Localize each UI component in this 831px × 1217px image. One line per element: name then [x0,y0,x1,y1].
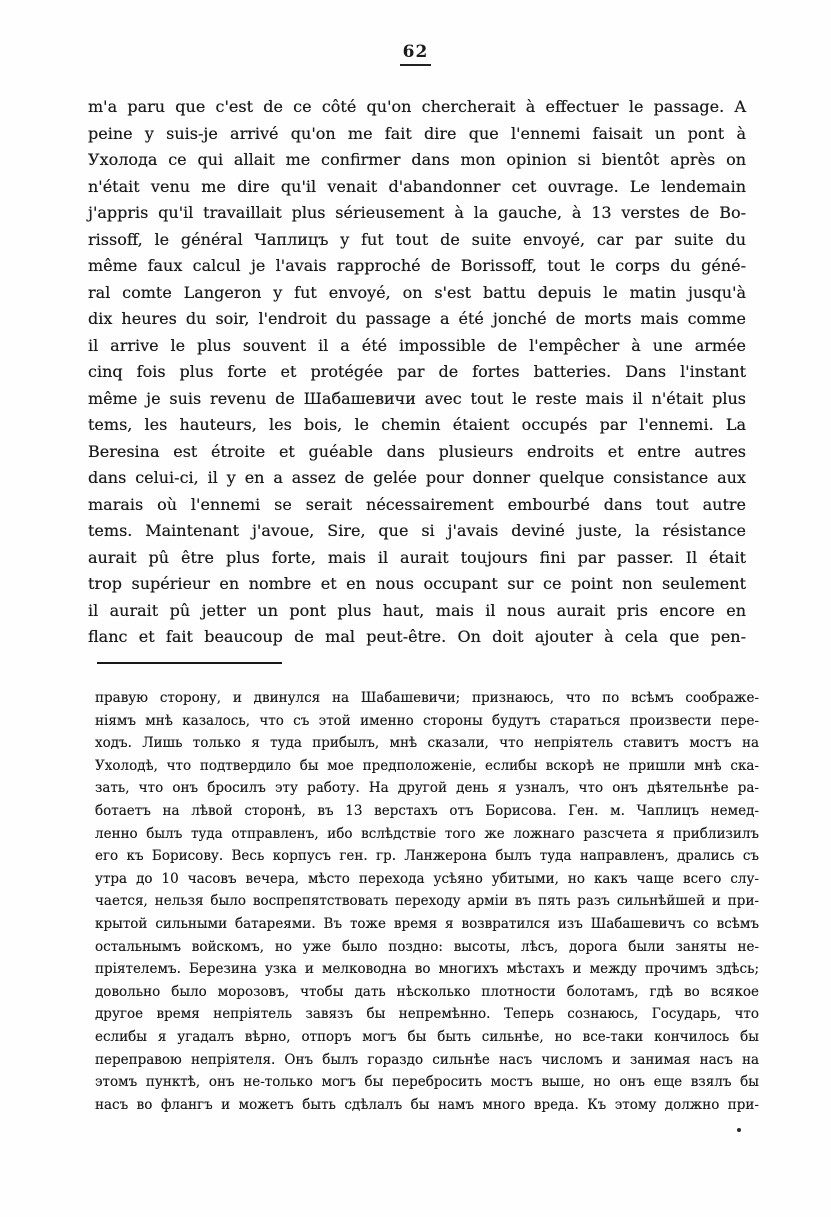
text-line: ral comte Langeron y fut envoyé, on s'est battu depuis le matin jusqu'à [88,282,746,302]
text-line: peine y suis-je arrivé qu'on me fait dire que l'ennemi faisait un pont à [88,123,746,143]
text-line: dans celui-ci, il y en a assez de gelée pour donner quelque consistance aux [88,468,746,487]
text-line: tems. Maintenant j'avoue, Sire, que si j'avais deviné juste, la résistance [88,521,746,540]
page-number: 62 [400,42,432,66]
text-line: il aurait pû jetter un pont plus haut, mais il nous aurait pris encore en [88,600,746,620]
text-line: этомъ пунктѣ, онъ не-только могъ бы перебросить мостъ выше, но онъ еще взялъ бы [95,1074,759,1091]
ink-speck [737,1128,741,1132]
text-line: ботаетъ на лѣвой сторонѣ, въ 13 верстахъ отъ Борисова. Ген. м. Чаплицъ немед- [95,802,759,819]
text-line: Ухолода ce qui allait me confirmer dans mon opinion si bientôt après on [88,150,746,169]
text-line: довольно было морозовъ, чтобы дать нѣсколько плотности болотамъ, гдѣ во всякое [95,983,759,1000]
text-line: еслибы я угадалъ вѣрно, отпоръ могъ бы быть сильнѣе, но все-таки кончилось бы [95,1028,759,1045]
text-line: остальнымъ войскомъ, но уже было поздно: высоты, лѣсъ, дорога были заняты не- [95,938,759,955]
text-line: Ухолодѣ, что подтвердило бы мое предположеніе, еслибы вскорѣ не пришли мнѣ ска- [95,757,759,774]
text-line: marais où l'ennemi se serait nécessairement embourbé dans tout autre [88,494,746,514]
text-line: ленно былъ туда отправленъ, ибо вслѣдствіе того же ложнаго разсчета я приблизилъ [95,825,759,842]
footnote-separator [97,662,282,664]
text-line: утра до 10 часовъ вечера, мѣсто перехода усѣяно убитыми, но какъ чаще всего слу- [95,870,759,887]
main-text-block [88,94,746,651]
text-line: j'appris qu'il travaillait plus sérieusement à la gauche, à 13 verstes de Bo- [88,203,746,222]
text-line: другое время непріятель завязъ бы непремѣнно. Теперь сознаюсь, Государь, что [95,1006,759,1023]
text-line: tems, les hauteurs, les bois, le chemin étaient occupés par l'ennemi. La [88,415,746,434]
text-line: flanc et fait beaucoup de mal peut-être. On doit ajouter à cela que pen- [88,627,746,646]
text-line: m'a paru que c'est de ce côté qu'on chercherait à effectuer le passage. A [88,97,746,116]
text-line: cinq fois plus forte et protégée par de fortes batteries. Dans l'instant [88,362,746,381]
text-line: même je suis revenu de Шабашевичи avec tout le reste mais il n'était plus [88,388,746,408]
text-line: его къ Борисову. Весь корпусъ ген. гр. Ланжерона былъ туда направленъ, дрались съ [95,848,759,865]
text-line: насъ во флангъ и можетъ быть сдѣлалъ бы намъ много вреда. Къ этому должно при- [95,1096,759,1113]
text-line: ходъ. Лишь только я туда прибылъ, мнѣ сказали, что непріятель ставитъ мостъ на [95,735,759,752]
text-line: même faux calcul je l'avais rapproché de Borissoff, tout le corps du géné- [88,256,746,275]
text-line: Beresina est étroite et guéable dans plusieurs endroits et entre autres [88,441,746,461]
text-line: aurait pû être plus forte, mais il aurait toujours fini par passer. Il était [88,547,746,567]
footnote-block [95,687,759,1116]
page-header [0,42,831,66]
text-line: правую сторону, и двинулся на Шабашевичи; признаюсь, что по всѣмъ соображе- [95,690,759,706]
text-line: n'était venu me dire qu'il venait d'abandonner cet ouvrage. Le lendemain [88,176,746,196]
text-line: чается, нельзя было воспрепятствовать переходу арміи въ пять разъ сильнѣйшей и при- [95,893,759,910]
text-line: зать, что онъ бросилъ эту работу. На другой день я узналъ, что онъ дѣятельнѣе ра- [95,780,759,797]
text-line: trop supérieur en nombre et en nous occupant sur ce point non seulement [88,574,746,593]
text-line: пріятелемъ. Березина узка и мелководна во многихъ мѣстахъ и между прочимъ здѣсь; [95,961,759,978]
text-line: il arrive le plus souvent il a été impossible de l'empêcher à une armée [88,335,746,355]
text-line: rissoff, le général Чаплицъ y fut tout de suite envoyé, car par suite du [88,229,746,249]
text-line: переправою непріятеля. Онъ былъ гораздо сильнѣе насъ числомъ и занимая насъ на [95,1051,759,1068]
text-line: крытой сильными батареями. Въ тоже время я возвратился изъ Шабашевичъ со всѣмъ [95,915,759,932]
text-line: ніямъ мнѣ казалось, что съ этой именно стороны будутъ стараться произвести пере- [95,712,759,729]
text-line: dix heures du soir, l'endroit du passage a été jonché de morts mais comme [88,309,746,328]
